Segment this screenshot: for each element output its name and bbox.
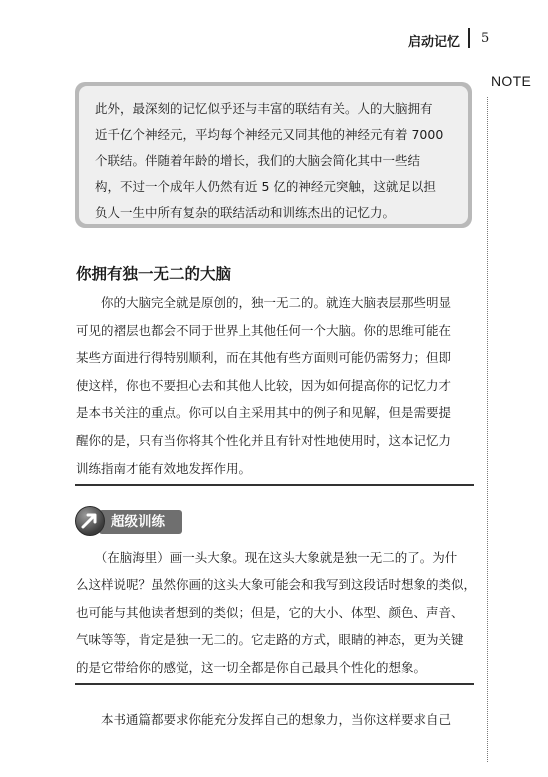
- chapter-title: 启动记忆: [408, 35, 461, 50]
- closing-line: 本书通篇都要求你能充分发挥自己的想象力，当你这样要求自己: [76, 712, 452, 727]
- page-number: 5: [481, 31, 490, 46]
- callout-line: 近千亿个神经元，平均每个神经元又同其他的神经元有着 7000: [95, 127, 444, 142]
- training-line: （在脑海里）画一头大象。现在这头大象就是独一无二的了。为什: [76, 550, 458, 565]
- training-line: 也可能与其他读者想到的类似；但是，它的大小、体型、颜色、声音、: [76, 604, 464, 620]
- body-line: 你的大脑完全就是原创的，独一无二的。就连大脑表层那些明显: [76, 295, 452, 310]
- body-line: 使这样，你也不要担心去和其他人比较，因为如何提高你的记忆力才: [76, 377, 452, 393]
- training-line: 的是它带给你的感觉，这一切全都是你自己最具个性化的想象。: [76, 659, 427, 675]
- callout-line: 负人一生中所有复杂的联结活动和训练杰出的记忆力。: [95, 205, 396, 220]
- divider-rule: [75, 484, 474, 486]
- section-body: [76, 289, 476, 482]
- training-body: [76, 544, 476, 681]
- training-header: [75, 506, 195, 538]
- arrow-circle-icon: [75, 506, 105, 536]
- closing-body: [76, 706, 476, 733]
- header-divider: [468, 28, 470, 48]
- callout-line: 构，不过一个成年人仍然有近 5 亿的神经元突触，这就足以担: [95, 179, 436, 194]
- note-margin-label: NOTE: [491, 73, 532, 89]
- body-line: 是本书关注的重点。你可以自主采用其中的例子和见解，但是需要提: [76, 405, 452, 421]
- body-line: 可见的褶层也都会不同于世界上其他任何一个大脑。你的思维可能在: [76, 322, 452, 338]
- body-line: 训练指南才能有效地发挥作用。: [76, 460, 252, 476]
- body-line: 某些方面进行得特别顺利，而在其他有些方面则可能仍需努力；但即: [76, 350, 452, 366]
- training-line: 气味等等，肯定是独一无二的。它走路的方式，眼睛的神态，更为关键: [76, 632, 464, 648]
- section-heading: 你拥有独一无二的大脑: [76, 265, 232, 283]
- training-line: 么这样说呢？虽然你画的这头大象可能会和我写到这段话时想象的类似，: [76, 577, 477, 593]
- body-line: 醒你的是，只有当你将其个性化并且有针对性地使用时，这本记忆力: [76, 432, 452, 448]
- callout-line: 此外，最深刻的记忆似乎还与丰富的联结有关。人的大脑拥有: [95, 101, 433, 116]
- callout-line: 个联结。伴随着年龄的增长，我们的大脑会简化其中一些结: [95, 153, 421, 168]
- training-label: 超级训练: [99, 510, 182, 534]
- callout-box: [75, 82, 472, 228]
- note-margin-rule: [487, 97, 488, 762]
- divider-rule: [75, 683, 474, 685]
- callout-text: [79, 86, 468, 224]
